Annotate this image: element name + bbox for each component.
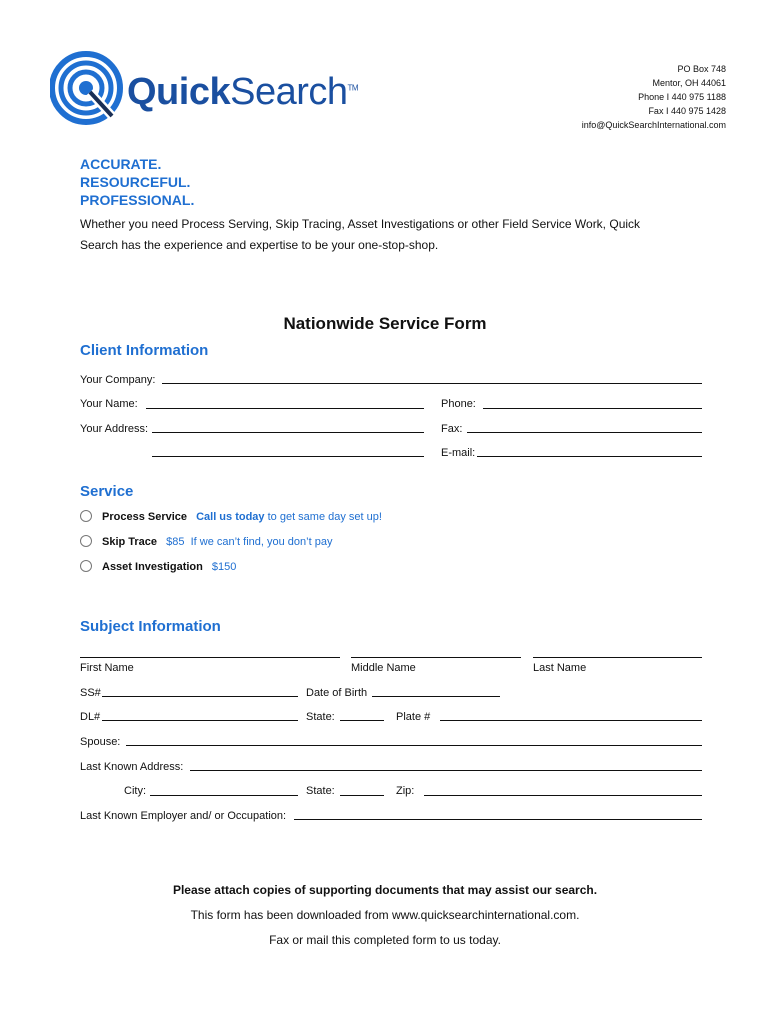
contact-email[interactable]: info@QuickSearchInternational.com (581, 120, 726, 130)
middle-name-field[interactable] (351, 657, 521, 658)
dl-label: DL# (80, 711, 101, 723)
ss-label: SS# (80, 687, 101, 699)
zip-field[interactable] (424, 795, 702, 796)
phone-label: Phone: (441, 398, 476, 410)
logo-wordmark (127, 73, 358, 111)
plate-field[interactable] (440, 720, 702, 721)
skip-trace-price: $85 (166, 536, 185, 548)
logo-text-light: Search (230, 71, 348, 113)
attach-note: Please attach copies of supporting documents that may assist our search. (172, 883, 598, 897)
state2-field[interactable] (340, 795, 384, 796)
skip-trace-guarantee: If we can’t find, you don’t pay (190, 536, 333, 548)
intro-text: Whether you need Process Serving, Skip Tracing, Asset Investigations or other Field Service Work, Quick Search has the experience and expertise to be your one-stop-shop. (80, 217, 641, 252)
dl-field[interactable] (102, 720, 298, 721)
address-label: Your Address: (80, 423, 149, 435)
spouse-label: Spouse: (80, 736, 121, 748)
address-field-line-2[interactable] (152, 456, 424, 457)
plate-label: Plate # (396, 711, 431, 723)
last-name-label: Last Name (533, 662, 587, 674)
state2-label: State: (306, 785, 335, 797)
city-field[interactable] (150, 795, 298, 796)
address-field[interactable] (152, 432, 424, 433)
spouse-field[interactable] (126, 745, 702, 746)
skip-trace-label: Skip Trace (102, 536, 158, 548)
asset-investigation-radio[interactable] (80, 560, 92, 572)
subject-info-heading: Subject Information (80, 618, 221, 635)
downloaded-note: This form has been downloaded from www.quicksearchinternational.com. (190, 908, 580, 922)
employer-label: Last Known Employer and/ or Occupation: (80, 810, 287, 822)
logo-text-bold: Quick (127, 71, 231, 113)
tagline-professional: PROFESSIONAL. (80, 192, 195, 208)
service-heading: Service (80, 483, 134, 500)
state-field[interactable] (340, 720, 384, 721)
asset-investigation-label: Asset Investigation (102, 561, 203, 573)
first-name-label: First Name (80, 662, 134, 674)
contact-phone: Phone I 440 975 1188 (638, 92, 726, 102)
service-option-asset[interactable] (80, 560, 236, 574)
phone-field[interactable] (483, 408, 702, 409)
call-us-today-text: Call us today (196, 511, 265, 523)
company-label: Your Company: (80, 374, 156, 386)
logo-trademark: TM (347, 83, 359, 93)
skip-trace-radio[interactable] (80, 535, 92, 547)
city-label: City: (124, 785, 146, 797)
name-field[interactable] (146, 408, 424, 409)
name-label: Your Name: (80, 398, 138, 410)
contact-info (582, 62, 726, 132)
state-label: State: (306, 711, 335, 723)
last-address-field[interactable] (190, 770, 702, 771)
tagline-accurate: ACCURATE. (80, 156, 162, 172)
company-field[interactable] (162, 383, 702, 384)
asset-investigation-price: $150 (211, 561, 237, 573)
fax-label: Fax: (441, 423, 463, 435)
email-label: E-mail: (441, 447, 476, 459)
middle-name-label: Middle Name (351, 662, 416, 674)
form-title: Nationwide Service Form (283, 314, 487, 333)
last-address-label: Last Known Address: (80, 761, 184, 773)
email-field[interactable] (477, 456, 702, 457)
last-name-field[interactable] (533, 657, 702, 658)
tagline-resourceful: RESOURCEFUL. (80, 174, 191, 190)
process-service-radio[interactable] (80, 510, 92, 522)
ss-field[interactable] (102, 696, 298, 697)
contact-city: Mentor, OH 44061 (652, 78, 726, 88)
client-info-heading: Client Information (80, 342, 209, 359)
tagline-block (80, 155, 194, 209)
service-option-skip[interactable] (80, 535, 332, 549)
dob-label: Date of Birth (306, 687, 368, 699)
fax-field[interactable] (467, 432, 702, 433)
same-day-text: to get same day set up! (267, 511, 382, 523)
zip-label: Zip: (396, 785, 415, 797)
contact-po-box: PO Box 748 (677, 64, 726, 74)
process-service-label: Process Service (102, 511, 188, 523)
service-option-process[interactable] (80, 510, 382, 524)
employer-field[interactable] (294, 819, 702, 820)
dob-field[interactable] (372, 696, 500, 697)
contact-fax: Fax I 440 975 1428 (648, 106, 726, 116)
fax-mail-note: Fax or mail this completed form to us today. (269, 933, 501, 947)
first-name-field[interactable] (80, 657, 340, 658)
